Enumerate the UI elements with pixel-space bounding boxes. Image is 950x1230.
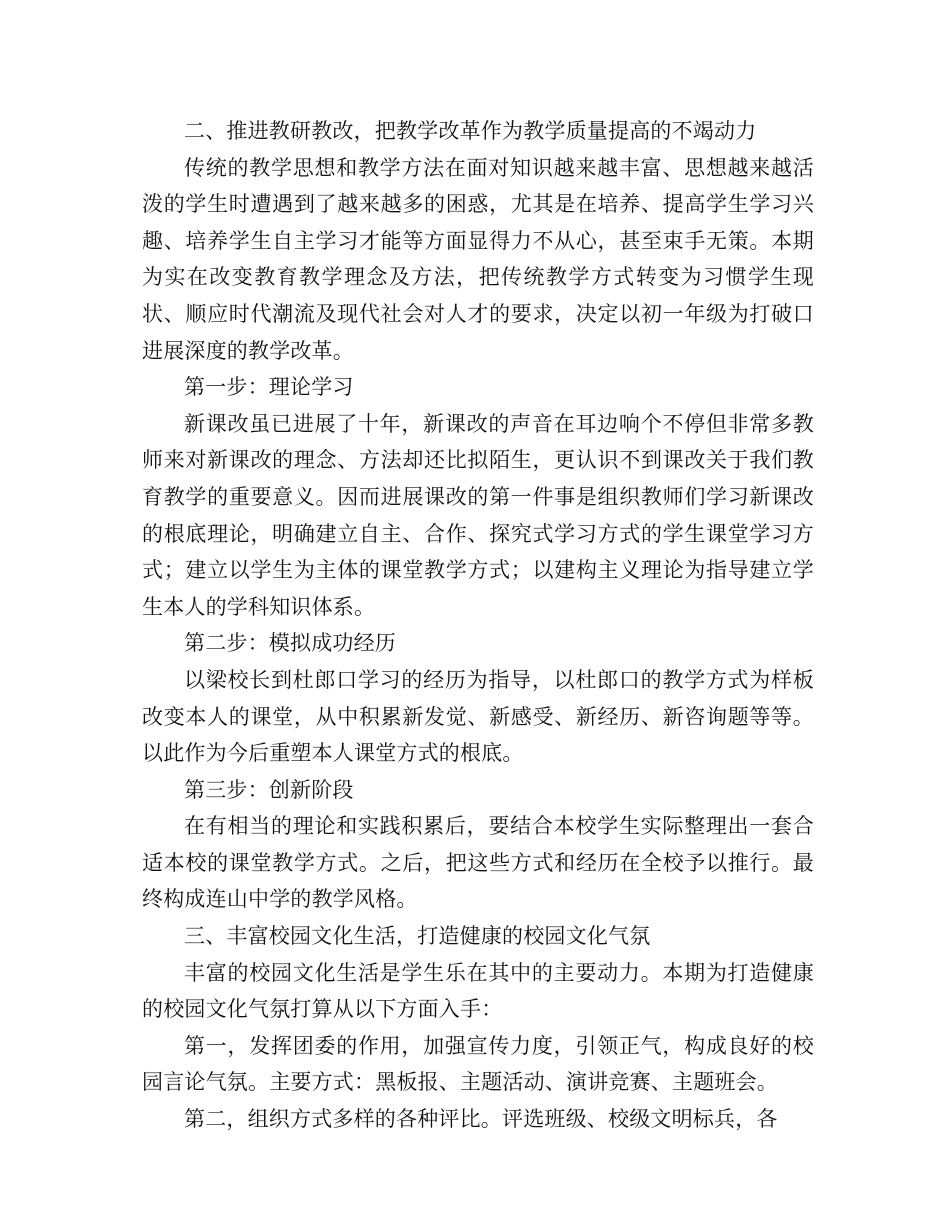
paragraph-second-measure: 第二，组织方式多样的各种评比。评选班级、校级文明标兵，各 bbox=[184, 1107, 778, 1132]
paragraph-innovation: 在有相当的理论和实践积累后，要结合本校学生实际整理出一套合适本校的课堂教学方式。之后，把这些方式和经历在全校予以推行。最终构成连山中学的教学风格。 bbox=[142, 814, 814, 912]
step-3-heading: 第三步：创新阶段 bbox=[184, 777, 354, 802]
section-heading-2: 二、推进教研教改，把教学改革作为教学质量提高的不竭动力 bbox=[184, 119, 757, 143]
paragraph-theory-study: 新课改虽已进展了十年，新课改的声音在耳边响个不停但非常多教师来对新课改的理念、方法却还比拟陌生，更认识不到课改关于我们教育教学的重要意义。因而进展课改的第一件事是组织教师们学习新课改的根底理论，明确建立自主、合作、探究式学习方式的学生课堂学习方式；建立以学生为主体的课堂教学方式；以建构主义理论为指导建立学生本人的学科知识体系。 bbox=[142, 411, 814, 619]
paragraph-campus-culture: 丰富的校园文化生活是学生乐在其中的主要动力。本期为打造健康的校园文化气氛打算从以下方面入手： bbox=[142, 960, 814, 1022]
section-heading-3: 三、丰富校园文化生活，打造健康的校园文化气氛 bbox=[184, 924, 651, 949]
step-2-heading: 第二步：模拟成功经历 bbox=[184, 631, 396, 656]
paragraph-simulate-experience: 以梁校长到杜郎口学习的经历为指导，以杜郎口的教学方式为样板改变本人的课堂，从中积累新发觉、新感受、新经历、新咨询题等等。以此作为今后重塑本人课堂方式的根底。 bbox=[142, 667, 814, 766]
document-body bbox=[142, 113, 814, 1138]
step-1-heading: 第一步：理论学习 bbox=[184, 375, 354, 400]
paragraph-traditional-teaching: 传统的教学思想和教学方法在面对知识越来越丰富、思想越来越活泼的学生时遭遇到了越来越多的困惑，尤其是在培养、提高学生学习兴趣、培养学生自主学习才能等方面显得力不从心，甚至束手无策。本期为实在改变教育教学理念及方法，把传统教学方式转变为习惯学生现状、顺应时代潮流及现代社会对人才的要求，决定以初一年级为打破口进展深度的教学改革。 bbox=[142, 155, 814, 363]
paragraph-first-measure: 第一，发挥团委的作用，加强宣传力度，引领正气，构成良好的校园言论气氛。主要方式：黑板报、主题活动、演讲竞赛、主题班会。 bbox=[142, 1033, 814, 1095]
